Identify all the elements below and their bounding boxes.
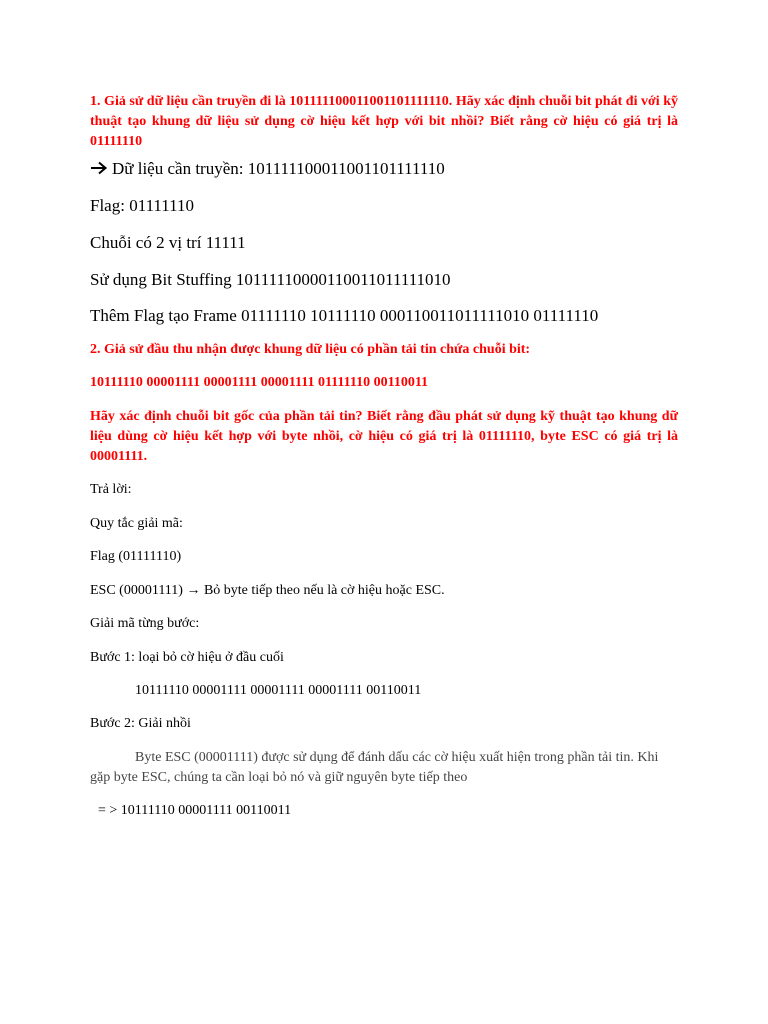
answer-1-frame-line: Thêm Flag tạo Frame 01111110 10111110 000110011011111010 01111110: [90, 306, 599, 325]
arrow-right-icon: [90, 159, 108, 173]
document-page: [90, 92, 678, 821]
steps-label: Giải mã từng bước:: [90, 616, 200, 631]
step-2-text: Byte ESC (00001111) được sử dụng để đánh dấu các cờ hiệu xuất hiện trong phần tải tin. Khi gặp byte ESC, chúng ta cần loại bỏ nó và giữ nguyên byte tiếp theo: [90, 750, 659, 785]
answer-1-data-text: Dữ liệu cần truyền: 101111100011001101111110: [112, 159, 445, 178]
answer-1-flag-line: Flag: 01111110: [90, 196, 195, 215]
question-2-intro: 2. Giả sử đầu thu nhận được khung dữ liệu có phần tải tin chứa chuỗi bit:: [90, 342, 531, 357]
step-1-label: Bước 1: loại bỏ cờ hiệu ở đầu cuối: [90, 650, 284, 665]
answer-1-data-line: [90, 158, 678, 180]
question-2-bits: 10111110 00001111 00001111 00001111 01111110 00110011: [90, 375, 429, 390]
final-result: = > 10111110 00001111 00110011: [98, 803, 292, 818]
step-2-label: Bước 2: Giải nhồi: [90, 716, 191, 731]
answer-1-positions-line: Chuỗi có 2 vị trí 11111: [90, 233, 246, 252]
question-2-ask: Hãy xác định chuỗi bit gốc của phần tải tin? Biết rằng đầu phát sử dụng kỹ thuật tạo khung dữ liệu dùng cờ hiệu kết hợp với byte nhồi, cờ hiệu có giá trị là 01111110, byte ESC có giá trị là 00001111.: [90, 409, 678, 464]
question-1: 1. Giả sử dữ liệu cần truyền đi là 101111100011001101111110. Hãy xác định chuỗi bit phát đi với kỹ thuật tạo khung dữ liệu sử dụng cờ hiệu kết hợp với bit nhồi? Biết rằng cờ hiệu có giá trị là 01111110: [90, 94, 678, 149]
esc-rule: ESC (00001111) → Bỏ byte tiếp theo nếu là cờ hiệu hoặc ESC.: [90, 583, 445, 598]
rules-label: Quy tắc giải mã:: [90, 516, 183, 531]
step-1-bits: 10111110 00001111 00001111 00001111 00110011: [135, 683, 422, 698]
answer-1-stuffing-line: Sử dụng Bit Stuffing 10111110000110011011111010: [90, 270, 451, 289]
reply-label: Trả lời:: [90, 482, 132, 497]
flag-rule: Flag (01111110): [90, 549, 182, 564]
